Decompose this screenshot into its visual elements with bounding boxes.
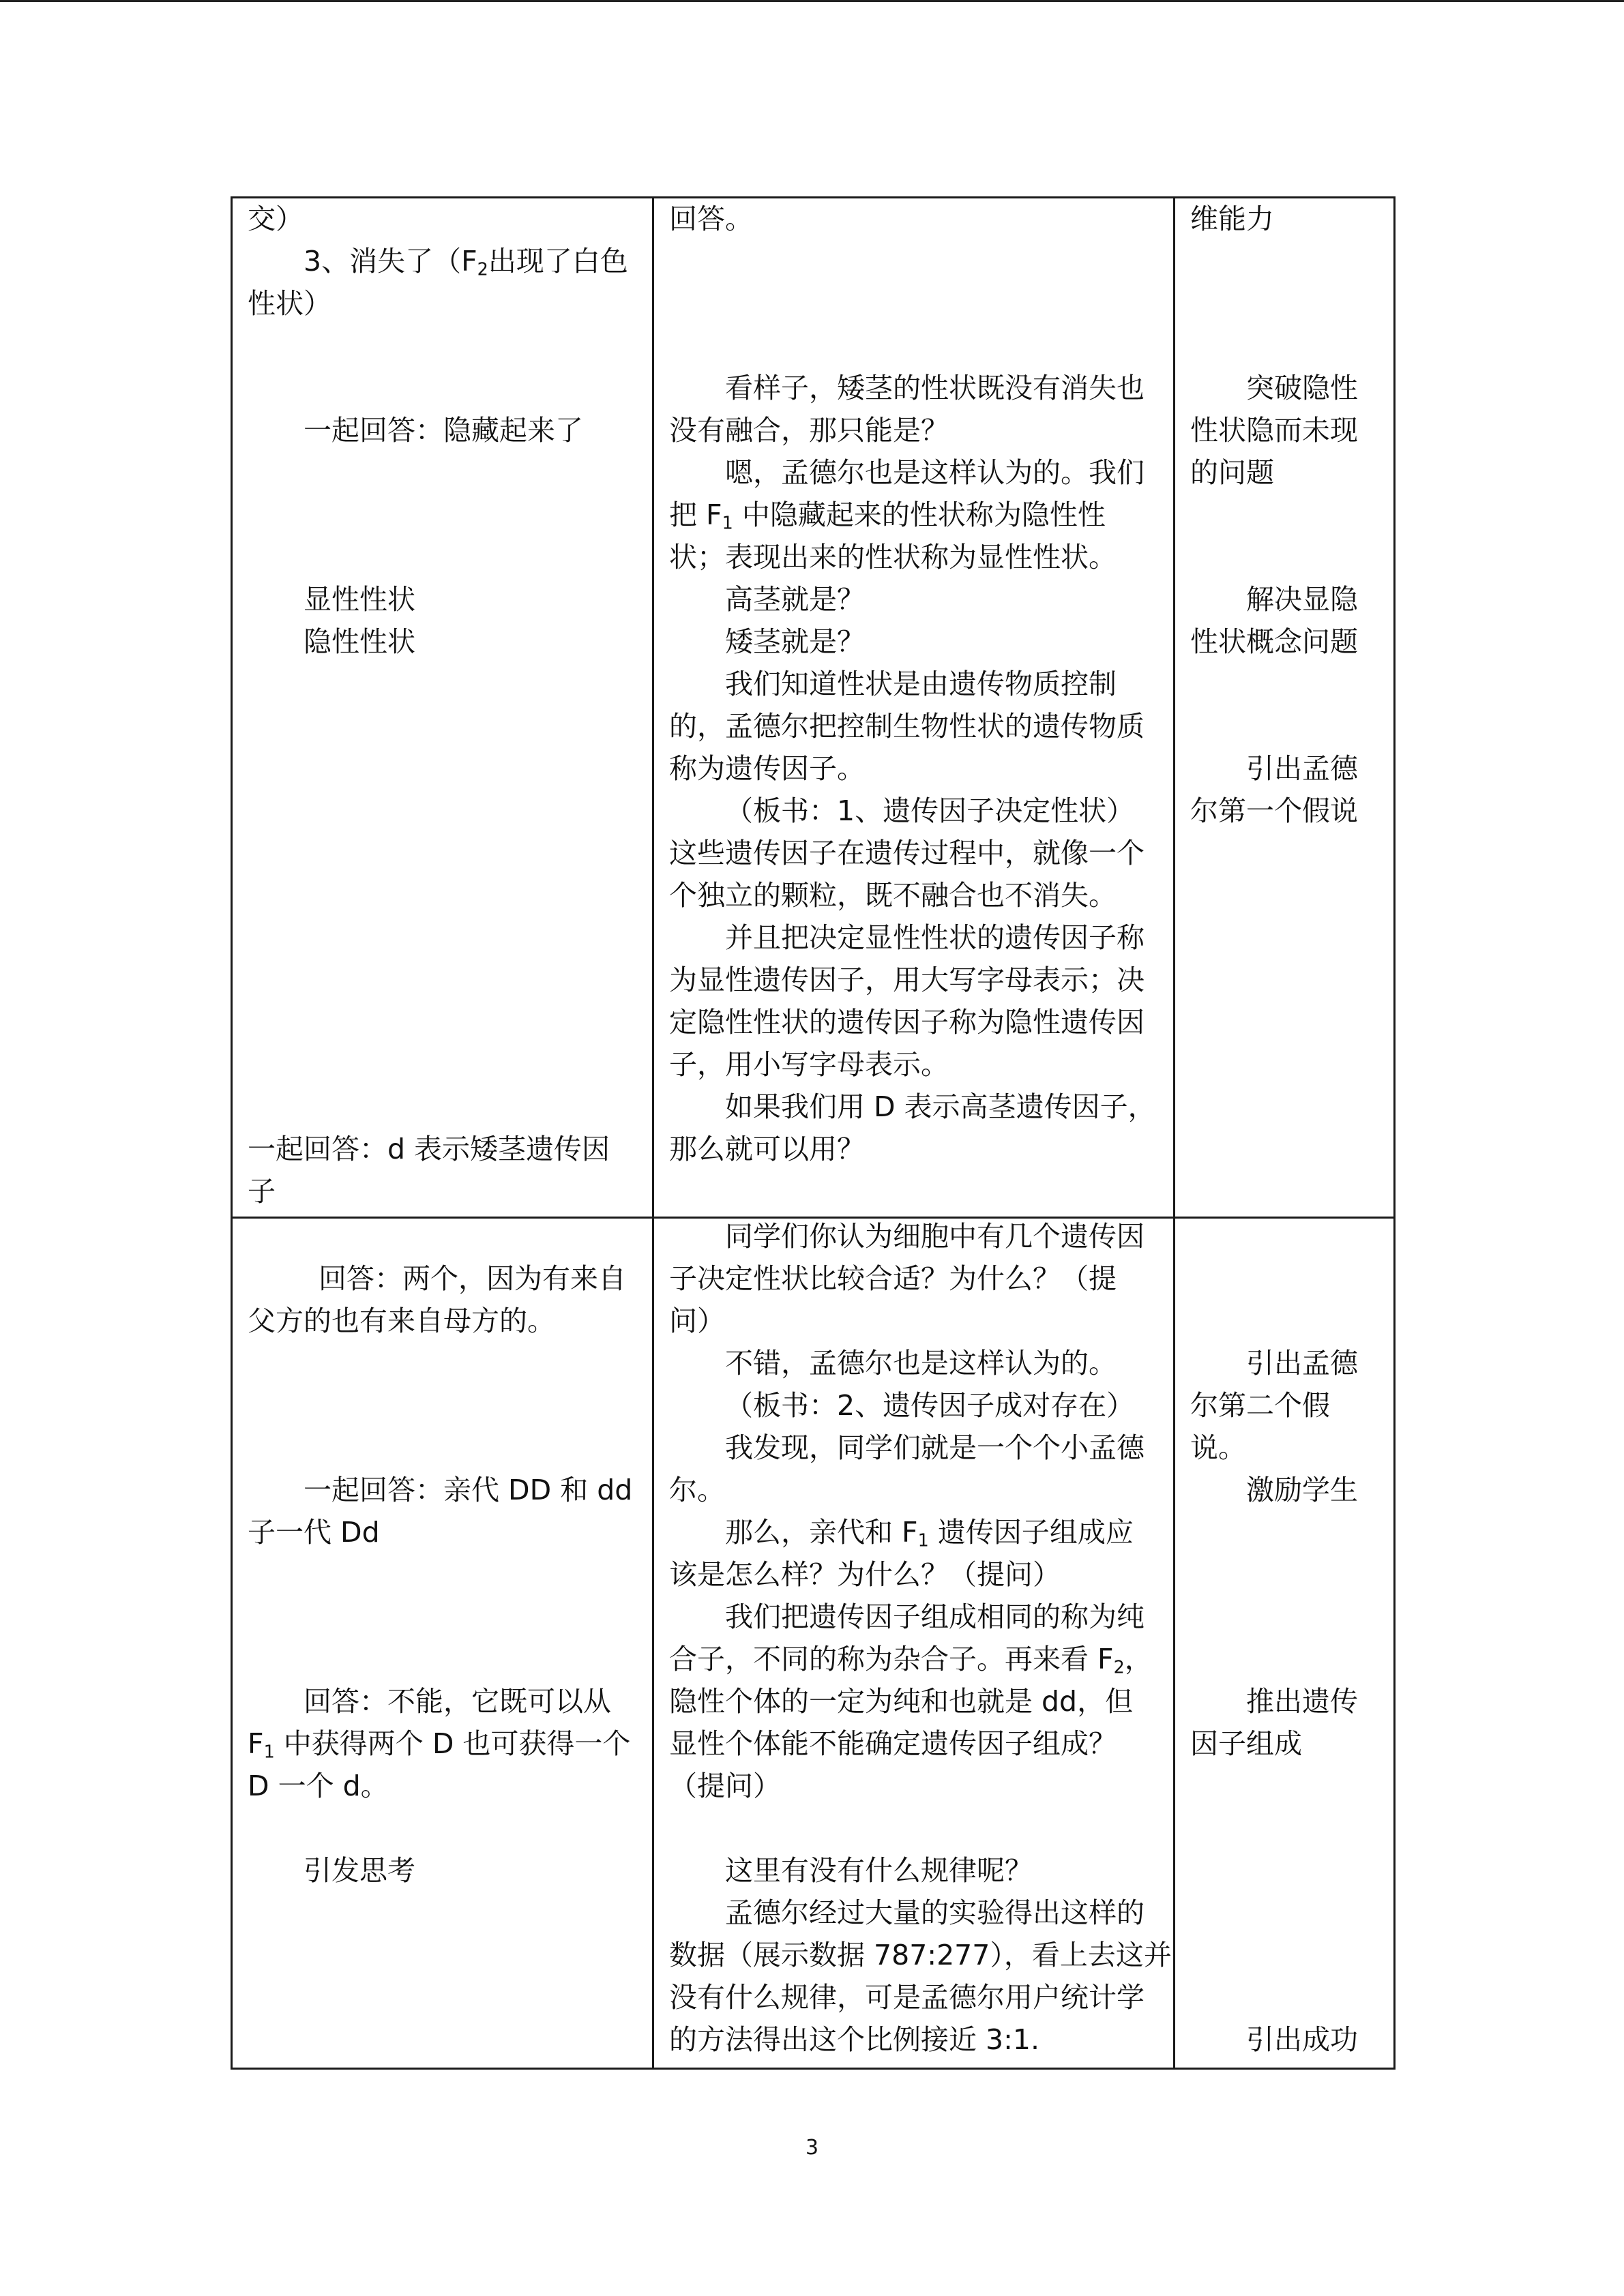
text-line: 我发现，同学们就是一个个小孟德 — [725, 1431, 1145, 1464]
text-line: 我们把遗传因子组成相同的称为纯 — [725, 1600, 1145, 1633]
text-line: D 一个 d。 — [248, 1770, 389, 1802]
text-line: 突破隐性 — [1246, 372, 1358, 404]
text-line: 回答：不能，它既可以从 — [304, 1685, 611, 1718]
text-line: 子 — [248, 1175, 276, 1208]
text-line: 一起回答：亲代 DD 和 dd — [304, 1474, 633, 1506]
text-line: 该是怎么样？为什么？（提问） — [669, 1558, 1061, 1591]
text-line: 说。 — [1190, 1431, 1246, 1464]
text-line: 孟德尔经过大量的实验得出这样的 — [725, 1896, 1145, 1929]
text-line: 把 $F_1$ 中隐藏起来的性状称为隐性性 — [669, 498, 1106, 533]
text-line: 引出孟德 — [1246, 752, 1358, 785]
text-line: 看样子，矮茎的性状既没有消失也 — [725, 372, 1145, 404]
text-line: $F_1$ 中获得两个 D 也可获得一个 — [248, 1727, 631, 1762]
text-line: 称为遗传因子。 — [669, 752, 865, 785]
text-line: 那么就可以用？ — [669, 1133, 865, 1165]
text-line: 尔。 — [669, 1474, 725, 1506]
teacher-activity-cell — [653, 198, 1175, 1218]
text-line: 回答。 — [669, 203, 753, 235]
text-line: 性状概念问题 — [1190, 625, 1358, 658]
text-line: 尔第一个假说 — [1190, 794, 1358, 827]
text-line: 尔第二个假 — [1190, 1389, 1330, 1422]
text-line: 定隐性性状的遗传因子称为隐性遗传因 — [669, 1006, 1145, 1039]
text-line: 父方的也有来自母方的。 — [248, 1304, 555, 1337]
text-line: 如果我们用 D 表示高茎遗传因子， — [725, 1090, 1156, 1123]
text-line: 推出遗传 — [1246, 1685, 1358, 1718]
text-line: 隐性性状 — [304, 625, 415, 658]
text-line: 3、消失了（$F_2$出现了白色 — [304, 245, 628, 280]
text-line: 引出成功 — [1246, 2023, 1358, 2056]
text-line: 性状隐而未现 — [1190, 414, 1358, 447]
text-line: 的方法得出这个比例接近 3:1. — [669, 2023, 1040, 2056]
text-line: 这些遗传因子在遗传过程中，就像一个 — [669, 837, 1145, 869]
text-line: 一起回答：d 表示矮茎遗传因 — [248, 1133, 610, 1165]
text-line: 同学们你认为细胞中有几个遗传因 — [725, 1220, 1145, 1253]
text-line: （板书：2、遗传因子成对存在） — [725, 1389, 1135, 1422]
text-line: 没有什么规律，可是孟德尔用户统计学 — [669, 1981, 1145, 2014]
page-top-border — [0, 0, 1624, 2]
text-line: 矮茎就是？ — [725, 625, 865, 658]
text-line: 没有融合，那只能是？ — [669, 414, 949, 447]
text-line: （板书：1、遗传因子决定性状） — [725, 794, 1135, 827]
table-row — [232, 198, 1395, 1218]
text-line: 这里有没有什么规律呢？ — [725, 1854, 1033, 1887]
page-number: 3 — [805, 2136, 819, 2160]
text-line: 显性个体能不能确定遗传因子组成？ — [669, 1727, 1117, 1760]
text-line: 那么，亲代和 $F_1$ 遗传因子组成应 — [725, 1516, 1134, 1551]
teacher-activity-cell — [653, 1218, 1175, 2069]
text-line: 因子组成 — [1190, 1727, 1302, 1760]
text-line: 解决显隐 — [1246, 583, 1358, 616]
text-line: 子决定性状比较合适？为什么？（提 — [669, 1262, 1117, 1295]
text-line: 数据（展示数据 787:277），看上去这并 — [669, 1939, 1172, 1971]
lesson-plan-table — [231, 196, 1396, 2070]
text-line: 引发思考 — [304, 1854, 415, 1887]
text-line: 回答：两个，因为有来自 — [319, 1262, 626, 1295]
text-line: 我们知道性状是由遗传物质控制 — [725, 668, 1117, 700]
student-activity-cell — [232, 1218, 653, 2069]
text-line: 隐性个体的一定为纯和也就是 dd，但 — [669, 1685, 1134, 1718]
text-line: 为显性遗传因子，用大写字母表示；决 — [669, 964, 1145, 996]
design-intent-cell — [1175, 1218, 1395, 2069]
text-line: 交） — [248, 203, 304, 235]
text-line: 状；表现出来的性状称为显性性状。 — [669, 541, 1117, 573]
text-line: 不错，孟德尔也是这样认为的。 — [725, 1347, 1117, 1380]
student-activity-cell — [232, 198, 653, 1218]
text-line: 高茎就是？ — [725, 583, 865, 616]
text-line: 子一代 Dd — [248, 1516, 380, 1549]
text-line: 的，孟德尔把控制生物性状的遗传物质 — [669, 710, 1145, 743]
text-line: （提问） — [669, 1770, 781, 1802]
design-intent-cell — [1175, 198, 1395, 1218]
text-line: 维能力 — [1190, 203, 1274, 235]
text-line: 激励学生 — [1246, 1474, 1358, 1506]
text-line: 一起回答：隐藏起来了 — [304, 414, 583, 447]
text-line: 性状） — [248, 287, 331, 320]
text-line: 问） — [669, 1304, 725, 1337]
table-row — [232, 1218, 1395, 2069]
text-line: 合子，不同的称为杂合子。再来看 $F_2$， — [669, 1643, 1153, 1678]
text-line: 并且把决定显性性状的遗传因子称 — [725, 921, 1145, 954]
text-line: 显性性状 — [304, 583, 415, 616]
text-line: 嗯，孟德尔也是这样认为的。我们 — [725, 456, 1145, 489]
text-line: 子，用小写字母表示。 — [669, 1048, 949, 1081]
text-line: 个独立的颗粒，既不融合也不消失。 — [669, 879, 1117, 912]
text-line: 的问题 — [1190, 456, 1274, 489]
text-line: 引出孟德 — [1246, 1347, 1358, 1380]
